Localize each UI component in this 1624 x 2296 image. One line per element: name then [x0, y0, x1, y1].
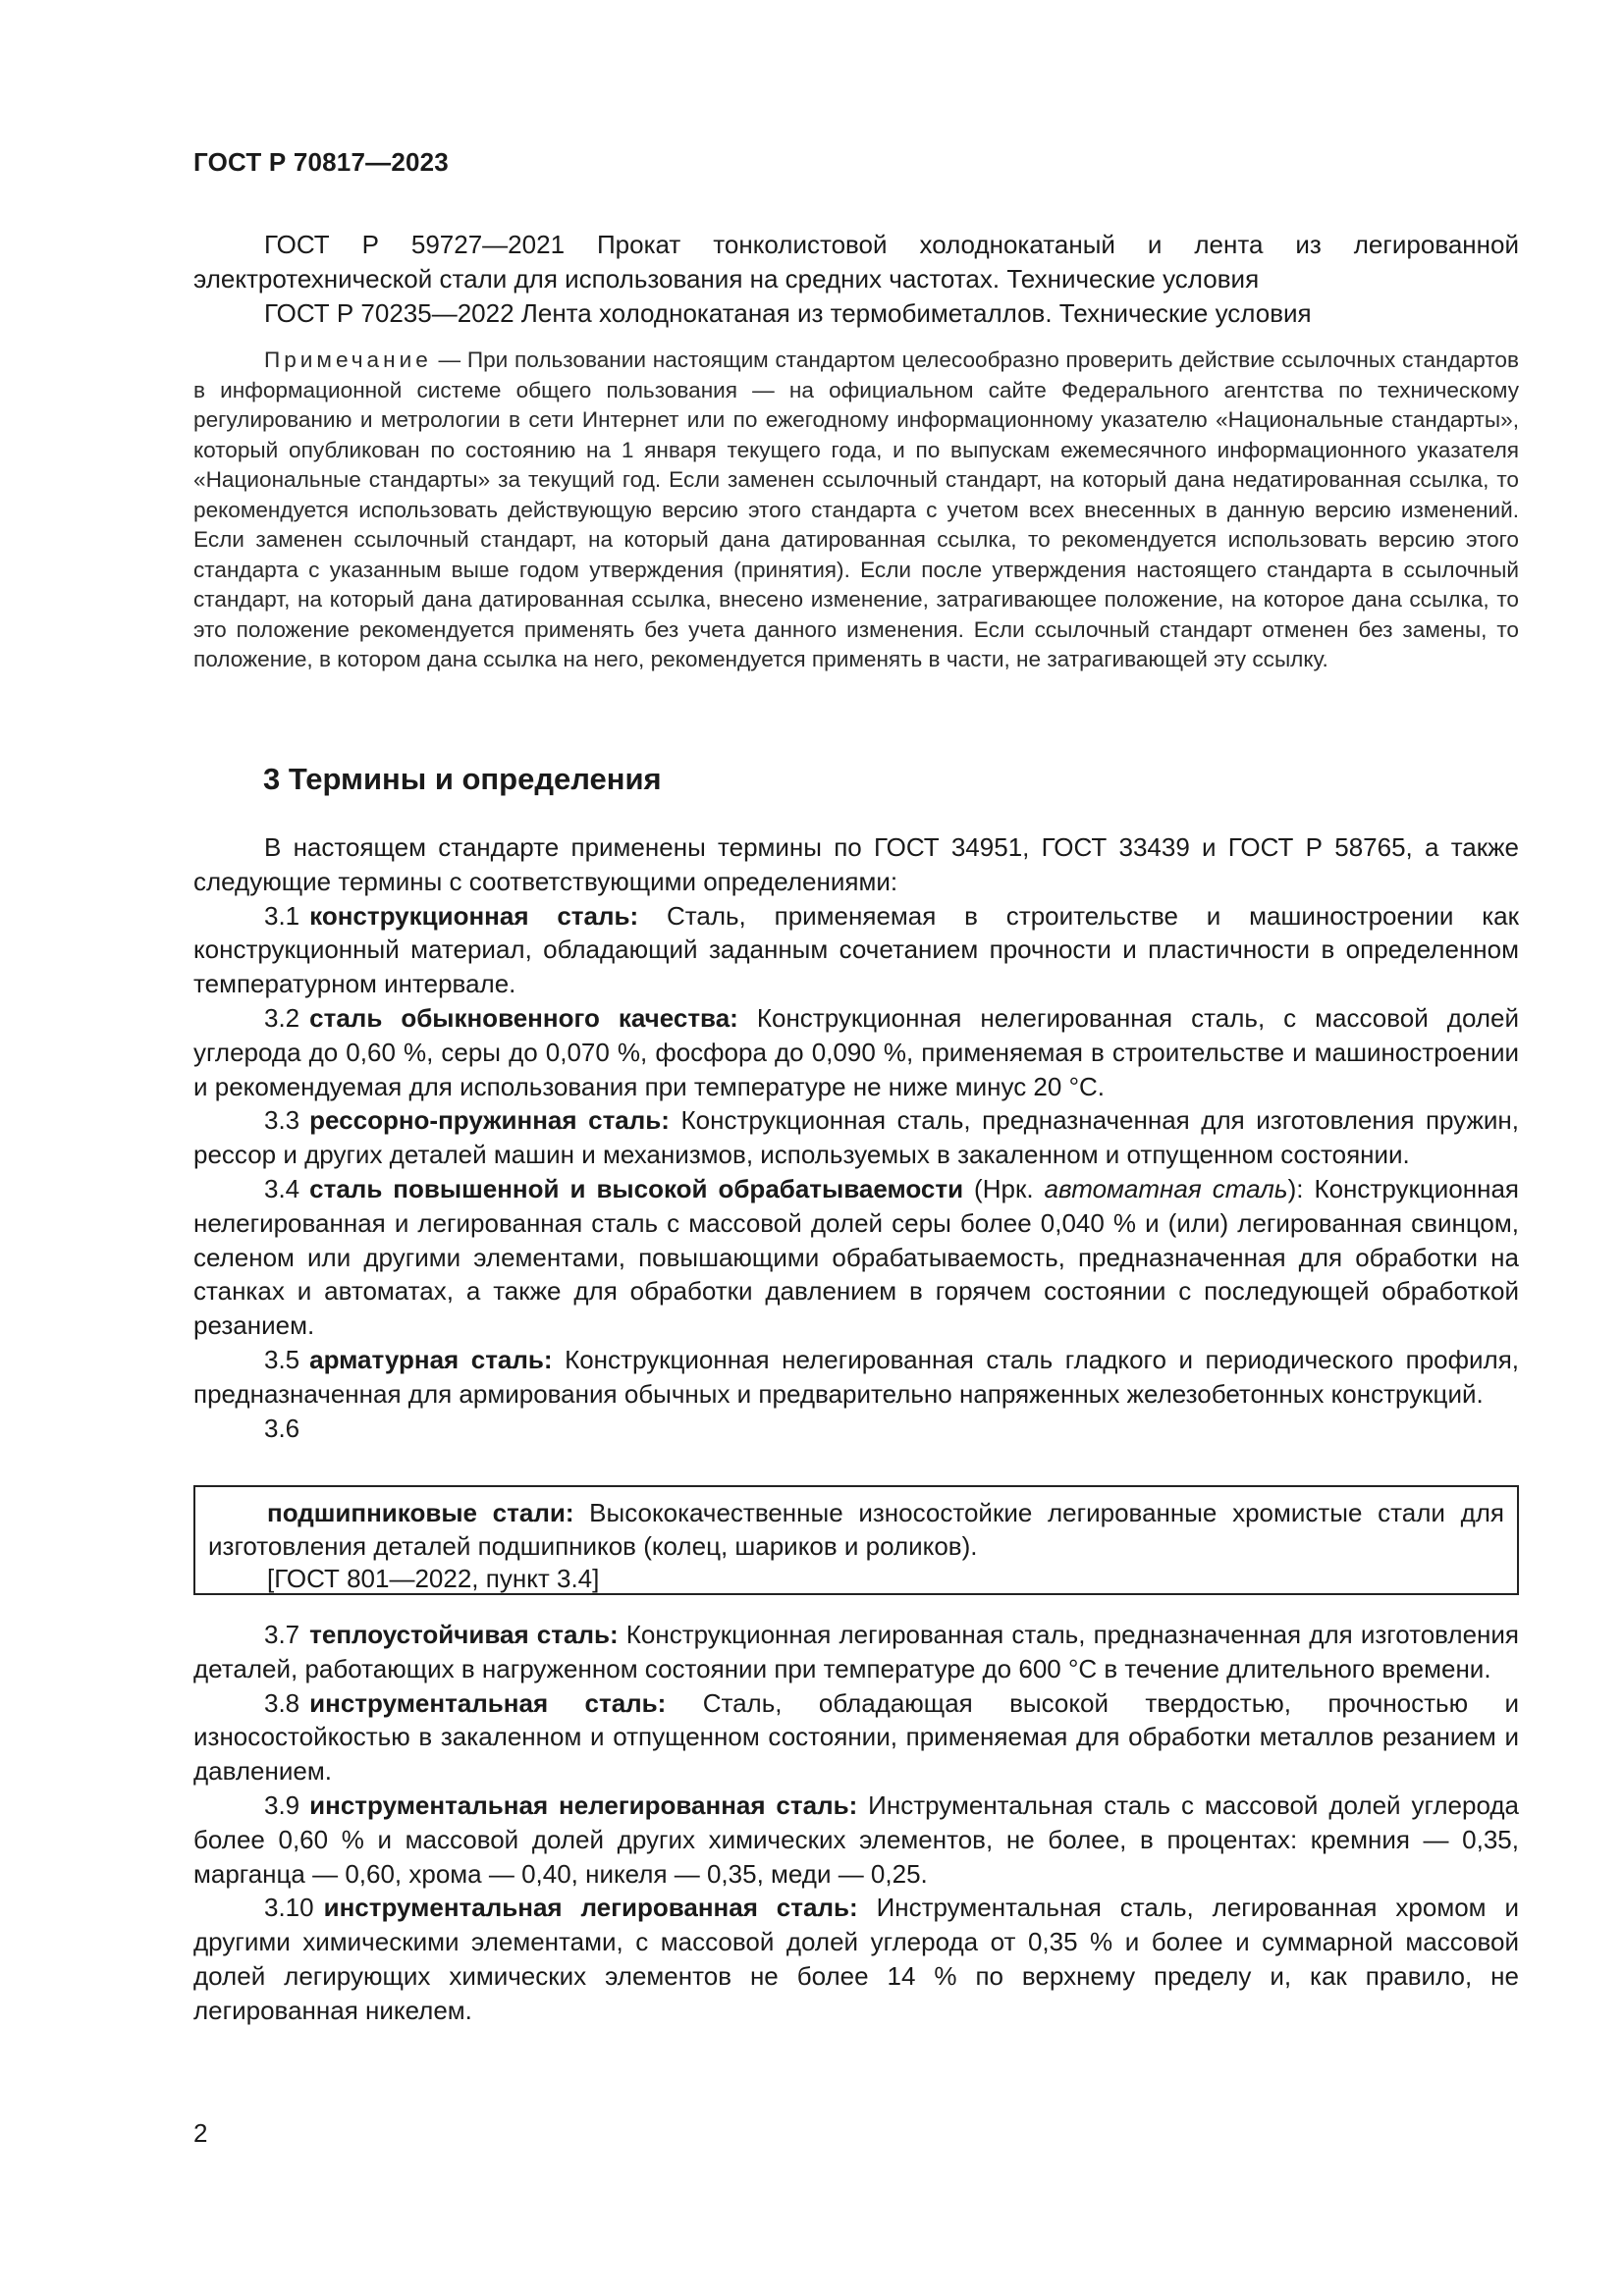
terms-block-a [193, 830, 1519, 1445]
term-3-4 [193, 1172, 1519, 1343]
term-3-3 [193, 1103, 1519, 1172]
term-name: теплоустойчивая сталь: [309, 1620, 619, 1649]
term-3-9 [193, 1789, 1519, 1891]
term-definition: Конструкционная сталь, предназначенная для изготовления пружин, рессор и других деталей машин и механизмов, используемых в закаленном и отпущенном состоянии. [193, 1105, 1519, 1170]
note-text: — При пользовании настоящим стандартом целесообразно проверить действие ссылочных стандартов в информационной системе общего пользования — на официальном сайте Федерального агентства по техническому регулированию и метрологии в сети Интернет или по ежегодному информационному указателю «Национальные стандарты», который опубликован по состоянию на 1 января текущего года, и по выпускам ежемесячного информационного указателя «Национальные стандарты» за текущий год. Если заменен ссылочный стандарт, на который дана недатированная ссылка, то рекомендуется использовать действующую версию этого стандарта с учетом всех внесенных в данную версию изменений. Если заменен ссылочный стандарт, на который дана датированная ссылка, то рекомендуется использовать версию этого стандарта с указанным выше годом утверждения (принятия). Если после утверждения настоящего стандарта в ссылочный стандарт, на который дана датированная ссылка, внесено изменение, затрагивающее положение, на которое дана ссылка, то это положение рекомендуется применять без учета данного изменения. Если ссылочный стандарт отменен без замены, то положение, в котором дана ссылка на него, рекомендуется применять в части, не затрагивающей эту ссылку. [193, 347, 1520, 671]
page-number: 2 [193, 2118, 208, 2148]
term-definition: Конструкционная нелегированная сталь, с массовой долей углерода до 0,60 %, серы до 0,070 %, фосфора до 0,090 %, применяемая в строительстве и машиностроении и рекомендуемая для использования при температуре не ниже минус 20 °С. [193, 1002, 1519, 1101]
term-source: [ГОСТ 801—2022, пункт 3.4] [267, 1564, 600, 1593]
term-number: 3.4 [264, 1173, 300, 1203]
term-alt-name: автоматная сталь [1044, 1173, 1288, 1203]
quoted-term-box [193, 1485, 1519, 1595]
term-name: инструментальная нелегированная сталь: [309, 1789, 858, 1820]
references-block [193, 228, 1519, 331]
term-definition: Инструментальная сталь с массовой долей углерода более 0,60 % и массовой долей других химических элементов, не более, в процентах: кремния — 0,35, марганца — 0,60, хрома — 0,40, никеля — 0,35, меди — 0,25. [193, 1789, 1519, 1889]
term-3-1 [193, 899, 1519, 1001]
term-name: конструкционная сталь: [309, 900, 639, 931]
intro-paragraph: В настоящем стандарте применены термины по ГОСТ 34951, ГОСТ 33439 и ГОСТ Р 58765, а также следующие термины с соответствующими определениями: [193, 832, 1519, 896]
term-name: сталь повышенной и высокой обрабатываемости [309, 1173, 964, 1203]
term-3-2 [193, 1001, 1519, 1103]
term-number: 3.10 [264, 1893, 314, 1923]
term-name: рессорно-пружинная сталь: [309, 1105, 670, 1136]
term-number: 3.1 [264, 900, 300, 931]
term-definition: Инструментальная сталь, легированная хромом и другими химическими элементами, с массовой долей углерода от 0,35 % и более и суммарной массовой долей легирующих химических элементов не более 14 % по верхнему пределу и, как правило, не легированная никелем. [193, 1893, 1520, 2025]
term-3-10 [193, 1891, 1519, 2027]
note-block [193, 346, 1519, 675]
term-number: 3.7 [264, 1620, 300, 1649]
term-number: 3.8 [264, 1687, 300, 1718]
term-3-6 [208, 1497, 1504, 1563]
term-number: 3.2 [264, 1002, 300, 1033]
term-number: 3.9 [264, 1789, 300, 1820]
term-name: инструментальная сталь: [309, 1687, 667, 1718]
term-definition: Высококачественные износостойкие легированные хромистые стали для изготовления деталей подшипников (колец, шариков и роликов). [208, 1498, 1504, 1561]
term-number: 3.3 [264, 1105, 300, 1136]
note-label: Примечание [264, 347, 432, 372]
term-alt-prefix: (Нрк. [963, 1173, 1045, 1203]
term-definition: Конструкционная легированная сталь, предназначенная для изготовления деталей, работающих в нагруженном состоянии при температуре до 600 °С в течение длительного времени. [193, 1620, 1519, 1683]
term-definition: ): Конструкционная нелегированная и легированная сталь с массовой долей серы более 0,040 % и (или) легированная свинцом, селеном или другими элементами, повышающими обрабатываемость, предназначенная для обработки на станках и автоматах, а также для обработки давлением в горячем состоянии с последующей обработкой резанием. [193, 1173, 1519, 1341]
document-header: ГОСТ Р 70817—2023 [193, 147, 449, 177]
note-paragraph [193, 346, 1519, 675]
section-title: 3 Термины и определения [263, 762, 662, 796]
term-number: 3.5 [264, 1344, 300, 1374]
term-name: инструментальная легированная сталь: [323, 1893, 858, 1923]
term-definition: Сталь, обладающая высокой твердостью, прочностью и износостойкостью в закаленном и отпущенном состоянии, применяемая для обработки металлов резанием и давлением. [193, 1687, 1519, 1787]
term-3-8 [193, 1686, 1519, 1789]
term-name: арматурная сталь: [309, 1344, 553, 1374]
term-definition: Конструкционная нелегированная сталь гладкого и периодического профиля, предназначенная для армирования обычных и предварительно напряженных железобетонных конструкций. [193, 1344, 1520, 1409]
term-name: сталь обыкновенного качества: [309, 1002, 738, 1033]
term-name: подшипниковые стали: [267, 1498, 574, 1527]
term-definition: Сталь, применяемая в строительстве и машиностроении как конструкционный материал, обладающий заданным сочетанием прочности и пластичности в определенном температурном интервале. [193, 900, 1519, 999]
reference-item: ГОСТ Р 70235—2022 Лента холоднокатаная из термобиметаллов. Технические условия [264, 298, 1312, 328]
term-3-6-number: 3.6 [264, 1413, 300, 1443]
term-3-5 [193, 1343, 1519, 1412]
term-3-7 [193, 1618, 1519, 1686]
reference-item: ГОСТ Р 59727—2021 Прокат тонколистовой холоднокатаный и лента из легированной электротехнической стали для использования на средних частотах. Технические условия [193, 230, 1519, 294]
terms-block-b [193, 1618, 1519, 2028]
